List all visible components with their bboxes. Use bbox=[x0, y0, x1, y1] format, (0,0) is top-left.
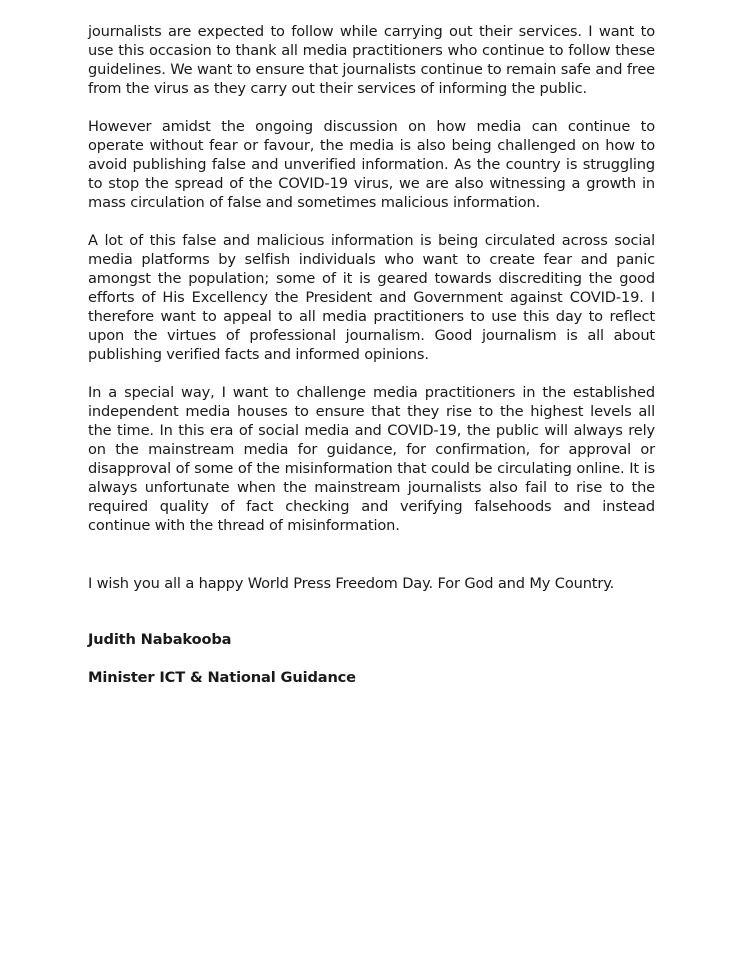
paragraph-3: A lot of this false and malicious information is being circulated across social media platforms by selfish individuals who want to create fear and panic amongst the population; some of it is geared towards discrediting the good efforts of His Excellency the President and Government against COVID-19. I therefore want to appeal to all media practitioners to use this day to reflect upon the virtues of professional journalism. Good journalism is all about publishing verified facts and informed opinions. bbox=[88, 232, 655, 363]
signature-name: Judith Nabakooba bbox=[88, 631, 232, 648]
paragraph-2: However amidst the ongoing discussion on how media can continue to operate without fear or favour, the media is also being challenged on how to avoid publishing false and unverified information. As the country is struggling to stop the spread of the COVID-19 virus, we are also witnessing a growth in mass circulation of false and sometimes malicious information. bbox=[88, 118, 655, 211]
document-body bbox=[88, 22, 655, 687]
closing-line: I wish you all a happy World Press Freedom Day. For God and My Country. bbox=[88, 575, 615, 592]
signature-title: Minister ICT & National Guidance bbox=[88, 669, 356, 686]
paragraph-1: journalists are expected to follow while carrying out their services. I want to use this occasion to thank all media practitioners who continue to follow these guidelines. We want to ensure that journalists continue to remain safe and free from the virus as they carry out their services of informing the public. bbox=[88, 23, 655, 97]
paragraph-4: In a special way, I want to challenge media practitioners in the established independent media houses to ensure that they rise to the highest levels all the time. In this era of social media and COVID-19, the public will always rely on the mainstream media for guidance, for confirmation, for approval or disapproval of some of the misinformation that could be circulating online. It is always unfortunate when the mainstream journalists also fail to rise to the required quality of fact checking and verifying falsehoods and instead continue with the thread of misinformation. bbox=[88, 384, 655, 534]
